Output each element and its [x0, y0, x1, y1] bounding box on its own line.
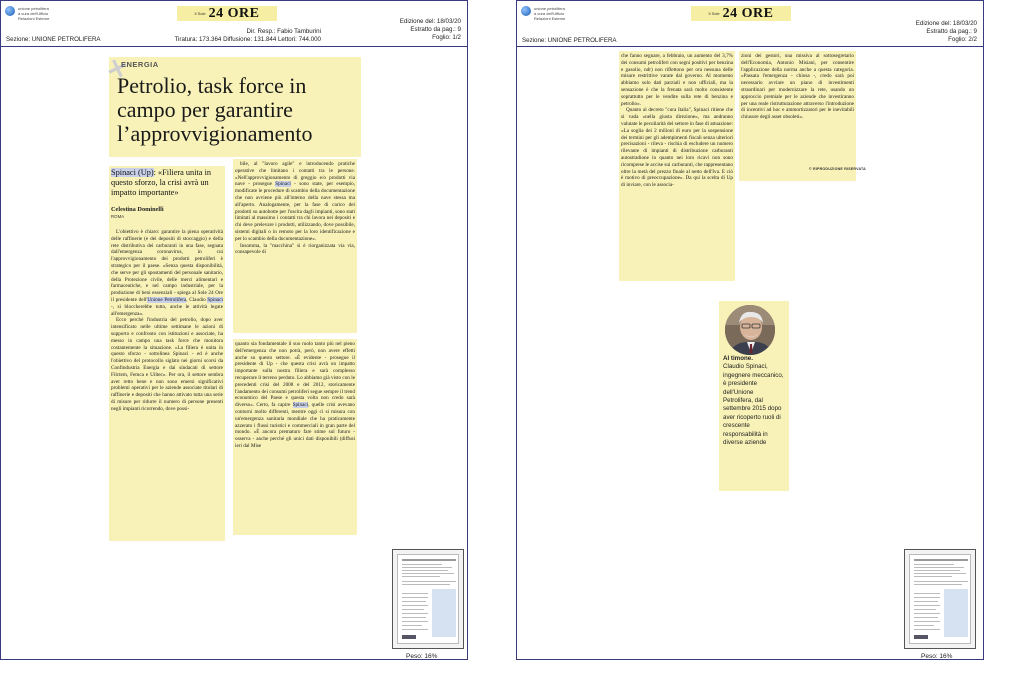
portrait-caption: Al timone. Claudio Spinaci, ingegnere meccanico, è presidente dell'Unione Petrolifera, dal settembre 2015 dopo aver ricoperto ruoli di crescente responsabilità in diverse aziende [723, 355, 784, 447]
section-tag: ENERGIA [121, 60, 159, 69]
article-column-4: zioni dei gestori, una missiva al sottosegretario dell'Economia, Antonio Misiani, per consentire l'applicazione della norma anche a questa categoria. «Passata l'emergenza - chiosa -, credo sarà poi necessario avviare un piano di investimenti straordinari per modernizzare la rete, usando un approccio premiale per le aziende che investiranno per una reale ristrutturazione attraverso l'introduzione di incentivi ad hoc e ammortizzatori per le inevitabili chiusure degli asset obsoleti». [739, 51, 856, 181]
page-thumbnail[interactable] [904, 549, 976, 649]
header-rule [1, 46, 467, 47]
header-edition-info [400, 18, 461, 42]
article-dateline: ROMA [111, 214, 125, 219]
page-weight: Peso: 16% [921, 653, 953, 660]
logo-mark-icon [5, 6, 15, 16]
page-thumbnail[interactable] [392, 549, 464, 649]
portrait-photo [725, 305, 775, 355]
person-photo-icon [725, 305, 775, 355]
unione-petrolifera-logo: unione petrolifera a cura dell'Ufficio Relazioni Esterne [5, 6, 49, 21]
header-press-info [151, 28, 321, 44]
extract-page: Estratto da pag.: 9 [926, 28, 977, 35]
section-label: Sezione: UNIONE PETROLIFERA [6, 36, 101, 43]
masthead: Il Sole 24 ORE [177, 6, 277, 21]
unione-petrolifera-logo: unione petrolifera a cura dell'Ufficio Relazioni Esterne [521, 6, 565, 21]
article-column-2-bottom: quanto sia fondamentale il suo ruolo tanto più nel pieno dell'emergenza che non potrà, però, non avere effetti anche su questo settore. «È evidente - prosegue il presidente di Up - che questa crisi avrà un impatto importante sulla nostra filiera e sarà complesso recuperare il terreno perduto. Lo abbiamo già visto con le precedenti crisi del 2008 e del 2012, storicamente l'andamento dei consumi petroliferi segue sempre il trend economico del Paese e questa volta non credo sarà diverso». Certo, fa capire Spinaci, quelle crisi avevano contorni molto differenti, mentre oggi ci si misura con un'emergenza sanitaria mondiale che ha praticamente azzerato i flussi turistici e commerciali in gran parte del mondo. «È ancora prematuro fare stime sul futuro - osserva - anche perché gli unici dati disponibili (diffusi ieri dal Mise [233, 339, 357, 535]
logo-mark-icon [521, 6, 531, 16]
extract-page: Estratto da pag.: 9 [410, 26, 461, 33]
decorative-swirl-icon: ✕ [102, 53, 132, 86]
header-edition-info [916, 20, 977, 44]
masthead: Il Sole 24 ORE [691, 6, 791, 21]
section-label: Sezione: UNIONE PETROLIFERA [522, 37, 617, 44]
page-thumbnail-icon [909, 554, 971, 644]
circulation: Tiratura: 173.364 Diffusione: 131.844 Lettori: 744.000 [174, 36, 321, 43]
article-author: Celestina Dominelli [111, 206, 164, 213]
edition-date: Edizione del: 18/03/20 [399, 18, 461, 25]
page-header [1, 1, 467, 46]
column-1-text: L'obiettivo è chiaro: garantire la piena operatività delle raffinerie (e dei depositi di stoccaggio) e della rete distributiva dei carburanti in una fase, segnata dall'emergenza coronavirus, in cui l'approvvigionamento dei prodotti petroliferi è strategico per il paese. «Senza questa disponibilità, che serve per gli spostamenti del personale sanitario, della Protezione civile, delle merci alimentari e farmaceutiche, e nel campo industriale, per la produzione di beni essenziali - spiega al Sole 24 Ore il presidente dell'Unione Petrolifera, Claudio Spinaci -, si bloccherebbe tutto, anche le attività legate all'emergenza». Ecco perché l'industria del petrolio, dopo aver intensificato nelle ultime settimane le azioni di supporto e confronto con istituzioni e associate, ha messo in campo una task force che monitora costantemente la situazione. «La filiera è unita in questo sforzo - sottolinea Spinaci - ed è anche l'obiettivo del protocollo siglato nei giorni scorsi da Confindustria Energia e dai sindacati di settore Filctem, Femca e Uiltec». Per ora, il settore sembra aver retto bene e non sono emersi significativi problemi operativi per le aziende associate titolari di raffinerie e depositi che hanno attivato tutta una serie di misure per ridurre il numero di persone presenti negli impianti ricorrendo, dove possi- [111, 229, 223, 412]
article-column-3: che fanno segnare, a febbraio, un aumento del 3,7% dei consumi petroliferi con segni positivi per benzina e gasolio, ndr) non riflettono per ora nessuna delle misure restrittive varate dal governo. Al momento abbiamo solo dati parziali e non ufficiali, ma la sensazione è che la frenata sarà molto consistente soprattutto per le vendite sulla rete di benzina e petrolio». Quanto al decreto "cura Italia", Spinaci ritiene che si vada «nella giusta direzione», ma andranno valutate le peculiarità del settore in fase di attuazione: «La soglia dei 2 milioni di euro per la sospensione dei termini per gli adempimenti fiscali senza ulteriori precisazioni - rileva - rischia di escludere un numero rilevante di impianti di distribuzione carburanti autostradione in quanto nei loro ricavi non sono ricomprese le accise sui carburanti, che rappresentano oltre la metà del prezzo finale al netto dell'Iva. E ciò è motivo di preoccupazione». Da qui la scelta di Up di inviare, con le associa- [619, 51, 735, 281]
article-title: Petrolio, task force in campo per garantire l’approvvigionamento [117, 73, 313, 146]
page-header [517, 1, 983, 46]
sheet-number: Foglio: 1/2 [432, 34, 461, 41]
header-rule [517, 46, 983, 47]
clipping-page-1 [0, 0, 468, 660]
portrait-box [719, 301, 789, 491]
article-column-2-top: bile, al "lavoro agile" e introducendo pratiche operative che limitano i contatti tra le persone. «Nell'approvvigionamento di greggio e/o prodotti via nave - prosegue Spinaci - sono state, per esempio, modificate le procedure di scambio della documentazione che non avviene più all'interno della nave stessa ma all'aperto. Analogamente, per la fase di carico dei prodotti su autobotte per l'uscita dagli impianti, sono stati limitati al massimo i contatti tra chi lavora nei depositi e chi deve prelevare i prodotti, utilizzando, dove possibile, sistemi digitali o in remoto per la loro identificazione e per lo scambio della documentazione». Insomma, la "macchina" si è riorganizzata via via, consapevole di [233, 159, 357, 333]
article-subtitle: Spinaci (Up): «Filiera unita in questo sforzo, la crisi avrà un impatto importante» [111, 168, 212, 197]
page-weight: Peso: 16% [406, 653, 438, 660]
sheet-number: Foglio: 2/2 [948, 36, 977, 43]
page-thumbnail-icon [397, 554, 459, 644]
director: Dir. Resp.: Fabio Tamburini [246, 28, 321, 35]
article-title-block [102, 53, 361, 157]
edition-date: Edizione del: 18/03/20 [915, 20, 977, 27]
clipping-page-2 [516, 0, 984, 660]
copyright-note: © RIPRODUZIONE RISERVATA [809, 167, 866, 171]
article-column-1 [109, 166, 225, 541]
